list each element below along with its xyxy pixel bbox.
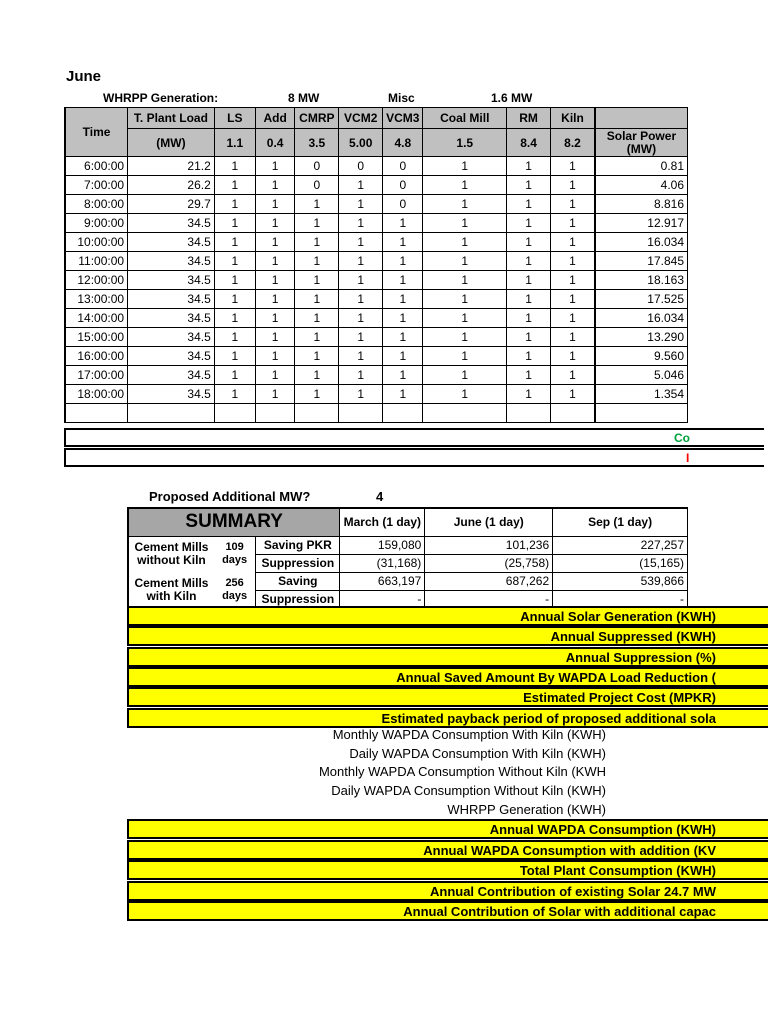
yellow-result-row: Annual WAPDA Consumption with addition (KV (127, 840, 768, 860)
summary-value-cell: - (553, 590, 688, 608)
solar-cell: 18.163 (595, 271, 688, 290)
summary-value-cell: 101,236 (425, 536, 553, 554)
summary-header-sep: Sep (1 day) (553, 508, 688, 536)
cmrp-flag-cell: 1 (295, 328, 339, 347)
header-kiln: Kiln (551, 108, 595, 129)
coal-mill-flag-cell: 1 (423, 366, 507, 385)
kiln-flag-cell: 1 (551, 271, 595, 290)
time-header: Time (65, 108, 128, 157)
vcm3-flag-cell: 1 (383, 271, 423, 290)
cmrp-flag-cell: 1 (295, 233, 339, 252)
vcm2-flag-cell: 1 (339, 214, 383, 233)
rm-flag-cell: 1 (507, 271, 551, 290)
rm-flag-cell: 1 (507, 290, 551, 309)
header-cmrp: CMRP (295, 108, 339, 129)
blank-cell (423, 404, 507, 423)
time-cell: 16:00:00 (65, 347, 128, 366)
value-vcm2: 5.00 (339, 129, 383, 157)
kiln-flag-cell: 1 (551, 195, 595, 214)
vcm3-flag-cell: 1 (383, 347, 423, 366)
add-flag-cell: 1 (255, 347, 295, 366)
time-cell: 7:00:00 (65, 176, 128, 195)
summary-title: SUMMARY (128, 508, 340, 536)
ls-flag-cell: 1 (214, 309, 255, 328)
blank-cell (65, 404, 128, 423)
cmrp-flag-cell: 1 (295, 195, 339, 214)
summary-header-march: March (1 day) (340, 508, 425, 536)
yellow-result-row: Annual Suppression (%) (127, 647, 768, 667)
vcm2-flag-cell: 1 (339, 252, 383, 271)
vcm3-flag-cell: 1 (383, 214, 423, 233)
solar-cell: 5.046 (595, 366, 688, 385)
solar-cell: 13.290 (595, 328, 688, 347)
table-row (65, 347, 688, 366)
ls-flag-cell: 1 (214, 214, 255, 233)
blank-cell (383, 404, 423, 423)
header-load: T. Plant Load (128, 108, 215, 129)
ls-flag-cell: 1 (214, 366, 255, 385)
vcm2-flag-cell: 1 (339, 233, 383, 252)
hourly-load-table (64, 107, 688, 423)
solar-cell: 1.354 (595, 385, 688, 404)
time-cell: 10:00:00 (65, 233, 128, 252)
summary-value-cell: - (340, 590, 425, 608)
yellow-result-row: Total Plant Consumption (KWH) (127, 860, 768, 880)
summary-value-cell: 687,262 (425, 572, 553, 590)
cmrp-flag-cell: 1 (295, 252, 339, 271)
table-row (65, 290, 688, 309)
coal-mill-flag-cell: 1 (423, 176, 507, 195)
add-flag-cell: 1 (255, 385, 295, 404)
consumption-note-row: Daily WAPDA Consumption With Kiln (KWH) (349, 745, 606, 761)
table-row (65, 271, 688, 290)
add-flag-cell: 1 (255, 157, 295, 176)
summary-value-cell: - (425, 590, 553, 608)
kiln-flag-cell: 1 (551, 385, 595, 404)
ls-flag-cell: 1 (214, 385, 255, 404)
kiln-flag-cell: 1 (551, 290, 595, 309)
header-vcm3: VCM3 (383, 108, 423, 129)
table-row-blank (65, 404, 688, 423)
add-flag-cell: 1 (255, 233, 295, 252)
time-cell: 12:00:00 (65, 271, 128, 290)
totals-row-2-text: I (686, 451, 690, 465)
summary-value-cell: 227,257 (553, 536, 688, 554)
yellow-result-row: Annual Suppressed (KWH) (127, 626, 768, 646)
solar-cell: 16.034 (595, 309, 688, 328)
cmrp-flag-cell: 0 (295, 157, 339, 176)
rm-flag-cell: 1 (507, 252, 551, 271)
table-row (65, 385, 688, 404)
load-cell: 34.5 (128, 214, 215, 233)
load-cell: 29.7 (128, 195, 215, 214)
coal-mill-flag-cell: 1 (423, 252, 507, 271)
coal-mill-flag-cell: 1 (423, 309, 507, 328)
cmrp-flag-cell: 1 (295, 214, 339, 233)
kiln-flag-cell: 1 (551, 214, 595, 233)
header-rm: RM (507, 108, 551, 129)
summary-header-june: June (1 day) (425, 508, 553, 536)
vcm2-flag-cell: 1 (339, 347, 383, 366)
load-cell: 34.5 (128, 366, 215, 385)
header-ls: LS (214, 108, 255, 129)
vcm2-flag-cell: 1 (339, 176, 383, 195)
blank-cell (255, 404, 295, 423)
add-flag-cell: 1 (255, 309, 295, 328)
time-cell: 14:00:00 (65, 309, 128, 328)
header-coal-mill: Coal Mill (423, 108, 507, 129)
vcm3-flag-cell: 1 (383, 309, 423, 328)
coal-mill-flag-cell: 1 (423, 385, 507, 404)
solar-cell: 8.816 (595, 195, 688, 214)
vcm3-flag-cell: 1 (383, 252, 423, 271)
add-flag-cell: 1 (255, 328, 295, 347)
yellow-result-row: Annual Solar Generation (KWH) (127, 606, 768, 626)
table-row (65, 252, 688, 271)
ls-flag-cell: 1 (214, 176, 255, 195)
solar-cell: 0.81 (595, 157, 688, 176)
vcm2-flag-cell: 1 (339, 385, 383, 404)
table-row (65, 328, 688, 347)
unit-load: (MW) (128, 129, 215, 157)
header-solar-blank (595, 108, 688, 129)
time-cell: 15:00:00 (65, 328, 128, 347)
blank-cell (295, 404, 339, 423)
load-cell: 34.5 (128, 271, 215, 290)
time-cell: 17:00:00 (65, 366, 128, 385)
blank-cell (214, 404, 255, 423)
blank-cell (128, 404, 215, 423)
coal-mill-flag-cell: 1 (423, 157, 507, 176)
proposed-value[interactable]: 4 (376, 489, 384, 504)
solar-cell: 17.845 (595, 252, 688, 271)
totals-row-1 (64, 428, 764, 447)
ls-flag-cell: 1 (214, 233, 255, 252)
summary-group-days: 109 days (222, 541, 248, 567)
totals-row-1-text: Co (674, 431, 690, 445)
month-title: June (66, 68, 102, 85)
load-cell: 34.5 (128, 290, 215, 309)
table-row (65, 195, 688, 214)
kiln-flag-cell: 1 (551, 328, 595, 347)
consumption-note-row: Monthly WAPDA Consumption Without Kiln (KWH (318, 764, 606, 780)
summary-row (128, 536, 688, 554)
load-cell: 34.5 (128, 233, 215, 252)
time-cell: 11:00:00 (65, 252, 128, 271)
coal-mill-flag-cell: 1 (423, 290, 507, 309)
header-vcm2: VCM2 (339, 108, 383, 129)
summary-value-cell: 159,080 (340, 536, 425, 554)
vcm3-flag-cell: 0 (383, 176, 423, 195)
cmrp-flag-cell: 1 (295, 366, 339, 385)
summary-group-name: Cement Mills without Kiln (134, 540, 209, 568)
value-ls: 1.1 (214, 129, 255, 157)
load-cell: 21.2 (128, 157, 215, 176)
ls-flag-cell: 1 (214, 328, 255, 347)
table-row (65, 157, 688, 176)
value-vcm3: 4.8 (383, 129, 423, 157)
vcm2-flag-cell: 1 (339, 271, 383, 290)
ls-flag-cell: 1 (214, 271, 255, 290)
time-cell: 13:00:00 (65, 290, 128, 309)
blank-cell (507, 404, 551, 423)
blank-cell (551, 404, 595, 423)
consumption-note-row: WHRPP Generation (KWH) (447, 801, 606, 817)
table-row (65, 233, 688, 252)
add-flag-cell: 1 (255, 214, 295, 233)
vcm3-flag-cell: 1 (383, 366, 423, 385)
solar-cell: 12.917 (595, 214, 688, 233)
coal-mill-flag-cell: 1 (423, 271, 507, 290)
summary-group-days: 256 days (222, 577, 248, 602)
add-flag-cell: 1 (255, 195, 295, 214)
time-cell: 18:00:00 (65, 385, 128, 404)
yellow-result-row: Annual Contribution of Solar with additional capac (127, 901, 768, 921)
kiln-flag-cell: 1 (551, 176, 595, 195)
load-cell: 34.5 (128, 328, 215, 347)
time-cell: 6:00:00 (65, 157, 128, 176)
rm-flag-cell: 1 (507, 347, 551, 366)
solar-cell: 16.034 (595, 233, 688, 252)
vcm2-flag-cell: 1 (339, 328, 383, 347)
misc-label: Misc (388, 91, 415, 105)
rm-flag-cell: 1 (507, 328, 551, 347)
load-cell: 34.5 (128, 385, 215, 404)
summary-table (127, 507, 688, 609)
solar-cell: 9.560 (595, 347, 688, 366)
time-cell: 8:00:00 (65, 195, 128, 214)
vcm3-flag-cell: 1 (383, 290, 423, 309)
load-cell: 34.5 (128, 309, 215, 328)
add-flag-cell: 1 (255, 252, 295, 271)
value-kiln: 8.2 (551, 129, 595, 157)
kiln-flag-cell: 1 (551, 233, 595, 252)
yellow-result-row: Estimated Project Cost (MPKR) (127, 687, 768, 707)
value-cmrp: 3.5 (295, 129, 339, 157)
summary-value-cell: (31,168) (340, 554, 425, 572)
blank-cell (339, 404, 383, 423)
header-add: Add (255, 108, 295, 129)
summary-row (128, 572, 688, 590)
misc-value: 1.6 MW (491, 91, 533, 105)
ls-flag-cell: 1 (214, 157, 255, 176)
rm-flag-cell: 1 (507, 366, 551, 385)
ls-flag-cell: 1 (214, 195, 255, 214)
coal-mill-flag-cell: 1 (423, 347, 507, 366)
cmrp-flag-cell: 1 (295, 309, 339, 328)
summary-value-cell: 539,866 (553, 572, 688, 590)
vcm3-flag-cell: 0 (383, 195, 423, 214)
vcm3-flag-cell: 0 (383, 157, 423, 176)
summary-group-name: Cement Mills with Kiln (134, 576, 209, 603)
coal-mill-flag-cell: 1 (423, 214, 507, 233)
kiln-flag-cell: 1 (551, 347, 595, 366)
kiln-flag-cell: 1 (551, 252, 595, 271)
proposed-label: Proposed Additional MW? (149, 489, 311, 504)
summary-row-label: Suppression (256, 554, 340, 572)
whrpp-label: WHRPP Generation: (103, 91, 219, 105)
yellow-result-row: Annual WAPDA Consumption (KWH) (127, 819, 768, 839)
ls-flag-cell: 1 (214, 290, 255, 309)
consumption-note-row: Monthly WAPDA Consumption With Kiln (KWH) (332, 727, 606, 742)
add-flag-cell: 1 (255, 271, 295, 290)
cmrp-flag-cell: 0 (295, 176, 339, 195)
kiln-flag-cell: 1 (551, 309, 595, 328)
summary-value-cell: 663,197 (340, 572, 425, 590)
vcm2-flag-cell: 1 (339, 309, 383, 328)
header-row-values (65, 129, 688, 157)
summary-row-label: Saving (256, 572, 340, 590)
summary-row-label: Suppression (256, 590, 340, 608)
header-row-names (65, 108, 688, 129)
rm-flag-cell: 1 (507, 309, 551, 328)
load-cell: 34.5 (128, 347, 215, 366)
cmrp-flag-cell: 1 (295, 290, 339, 309)
table-row (65, 176, 688, 195)
ls-flag-cell: 1 (214, 252, 255, 271)
rm-flag-cell: 1 (507, 176, 551, 195)
solar-header: Solar Power (MW) (595, 129, 688, 157)
add-flag-cell: 1 (255, 290, 295, 309)
yellow-result-row: Annual Contribution of existing Solar 24.7 MW (127, 881, 768, 901)
vcm2-flag-cell: 1 (339, 290, 383, 309)
cmrp-flag-cell: 1 (295, 347, 339, 366)
solar-cell: 4.06 (595, 176, 688, 195)
totals-row-2 (64, 448, 764, 467)
table-row (65, 309, 688, 328)
rm-flag-cell: 1 (507, 195, 551, 214)
cmrp-flag-cell: 1 (295, 385, 339, 404)
blank-cell (595, 404, 688, 423)
rm-flag-cell: 1 (507, 157, 551, 176)
coal-mill-flag-cell: 1 (423, 233, 507, 252)
vcm2-flag-cell: 0 (339, 157, 383, 176)
value-rm: 8.4 (507, 129, 551, 157)
kiln-flag-cell: 1 (551, 157, 595, 176)
summary-value-cell: (25,758) (425, 554, 553, 572)
cmrp-flag-cell: 1 (295, 271, 339, 290)
time-cell: 9:00:00 (65, 214, 128, 233)
add-flag-cell: 1 (255, 366, 295, 385)
vcm3-flag-cell: 1 (383, 233, 423, 252)
add-flag-cell: 1 (255, 176, 295, 195)
vcm3-flag-cell: 1 (383, 385, 423, 404)
rm-flag-cell: 1 (507, 214, 551, 233)
coal-mill-flag-cell: 1 (423, 328, 507, 347)
vcm2-flag-cell: 1 (339, 195, 383, 214)
value-coal-mill: 1.5 (423, 129, 507, 157)
vcm3-flag-cell: 1 (383, 328, 423, 347)
coal-mill-flag-cell: 1 (423, 195, 507, 214)
summary-value-cell: (15,165) (553, 554, 688, 572)
summary-row-label: Saving PKR (256, 536, 340, 554)
solar-cell: 17.525 (595, 290, 688, 309)
table-row (65, 366, 688, 385)
load-cell: 26.2 (128, 176, 215, 195)
vcm2-flag-cell: 1 (339, 366, 383, 385)
yellow-result-row: Annual Saved Amount By WAPDA Load Reduction ( (127, 667, 768, 687)
ls-flag-cell: 1 (214, 347, 255, 366)
whrpp-value: 8 MW (288, 91, 320, 105)
consumption-note-row: Daily WAPDA Consumption Without Kiln (KWH) (331, 783, 606, 799)
table-row (65, 214, 688, 233)
load-cell: 34.5 (128, 252, 215, 271)
kiln-flag-cell: 1 (551, 366, 595, 385)
rm-flag-cell: 1 (507, 233, 551, 252)
value-add: 0.4 (255, 129, 295, 157)
yellow-result-row: Estimated payback period of proposed additional sola (127, 708, 768, 728)
rm-flag-cell: 1 (507, 385, 551, 404)
